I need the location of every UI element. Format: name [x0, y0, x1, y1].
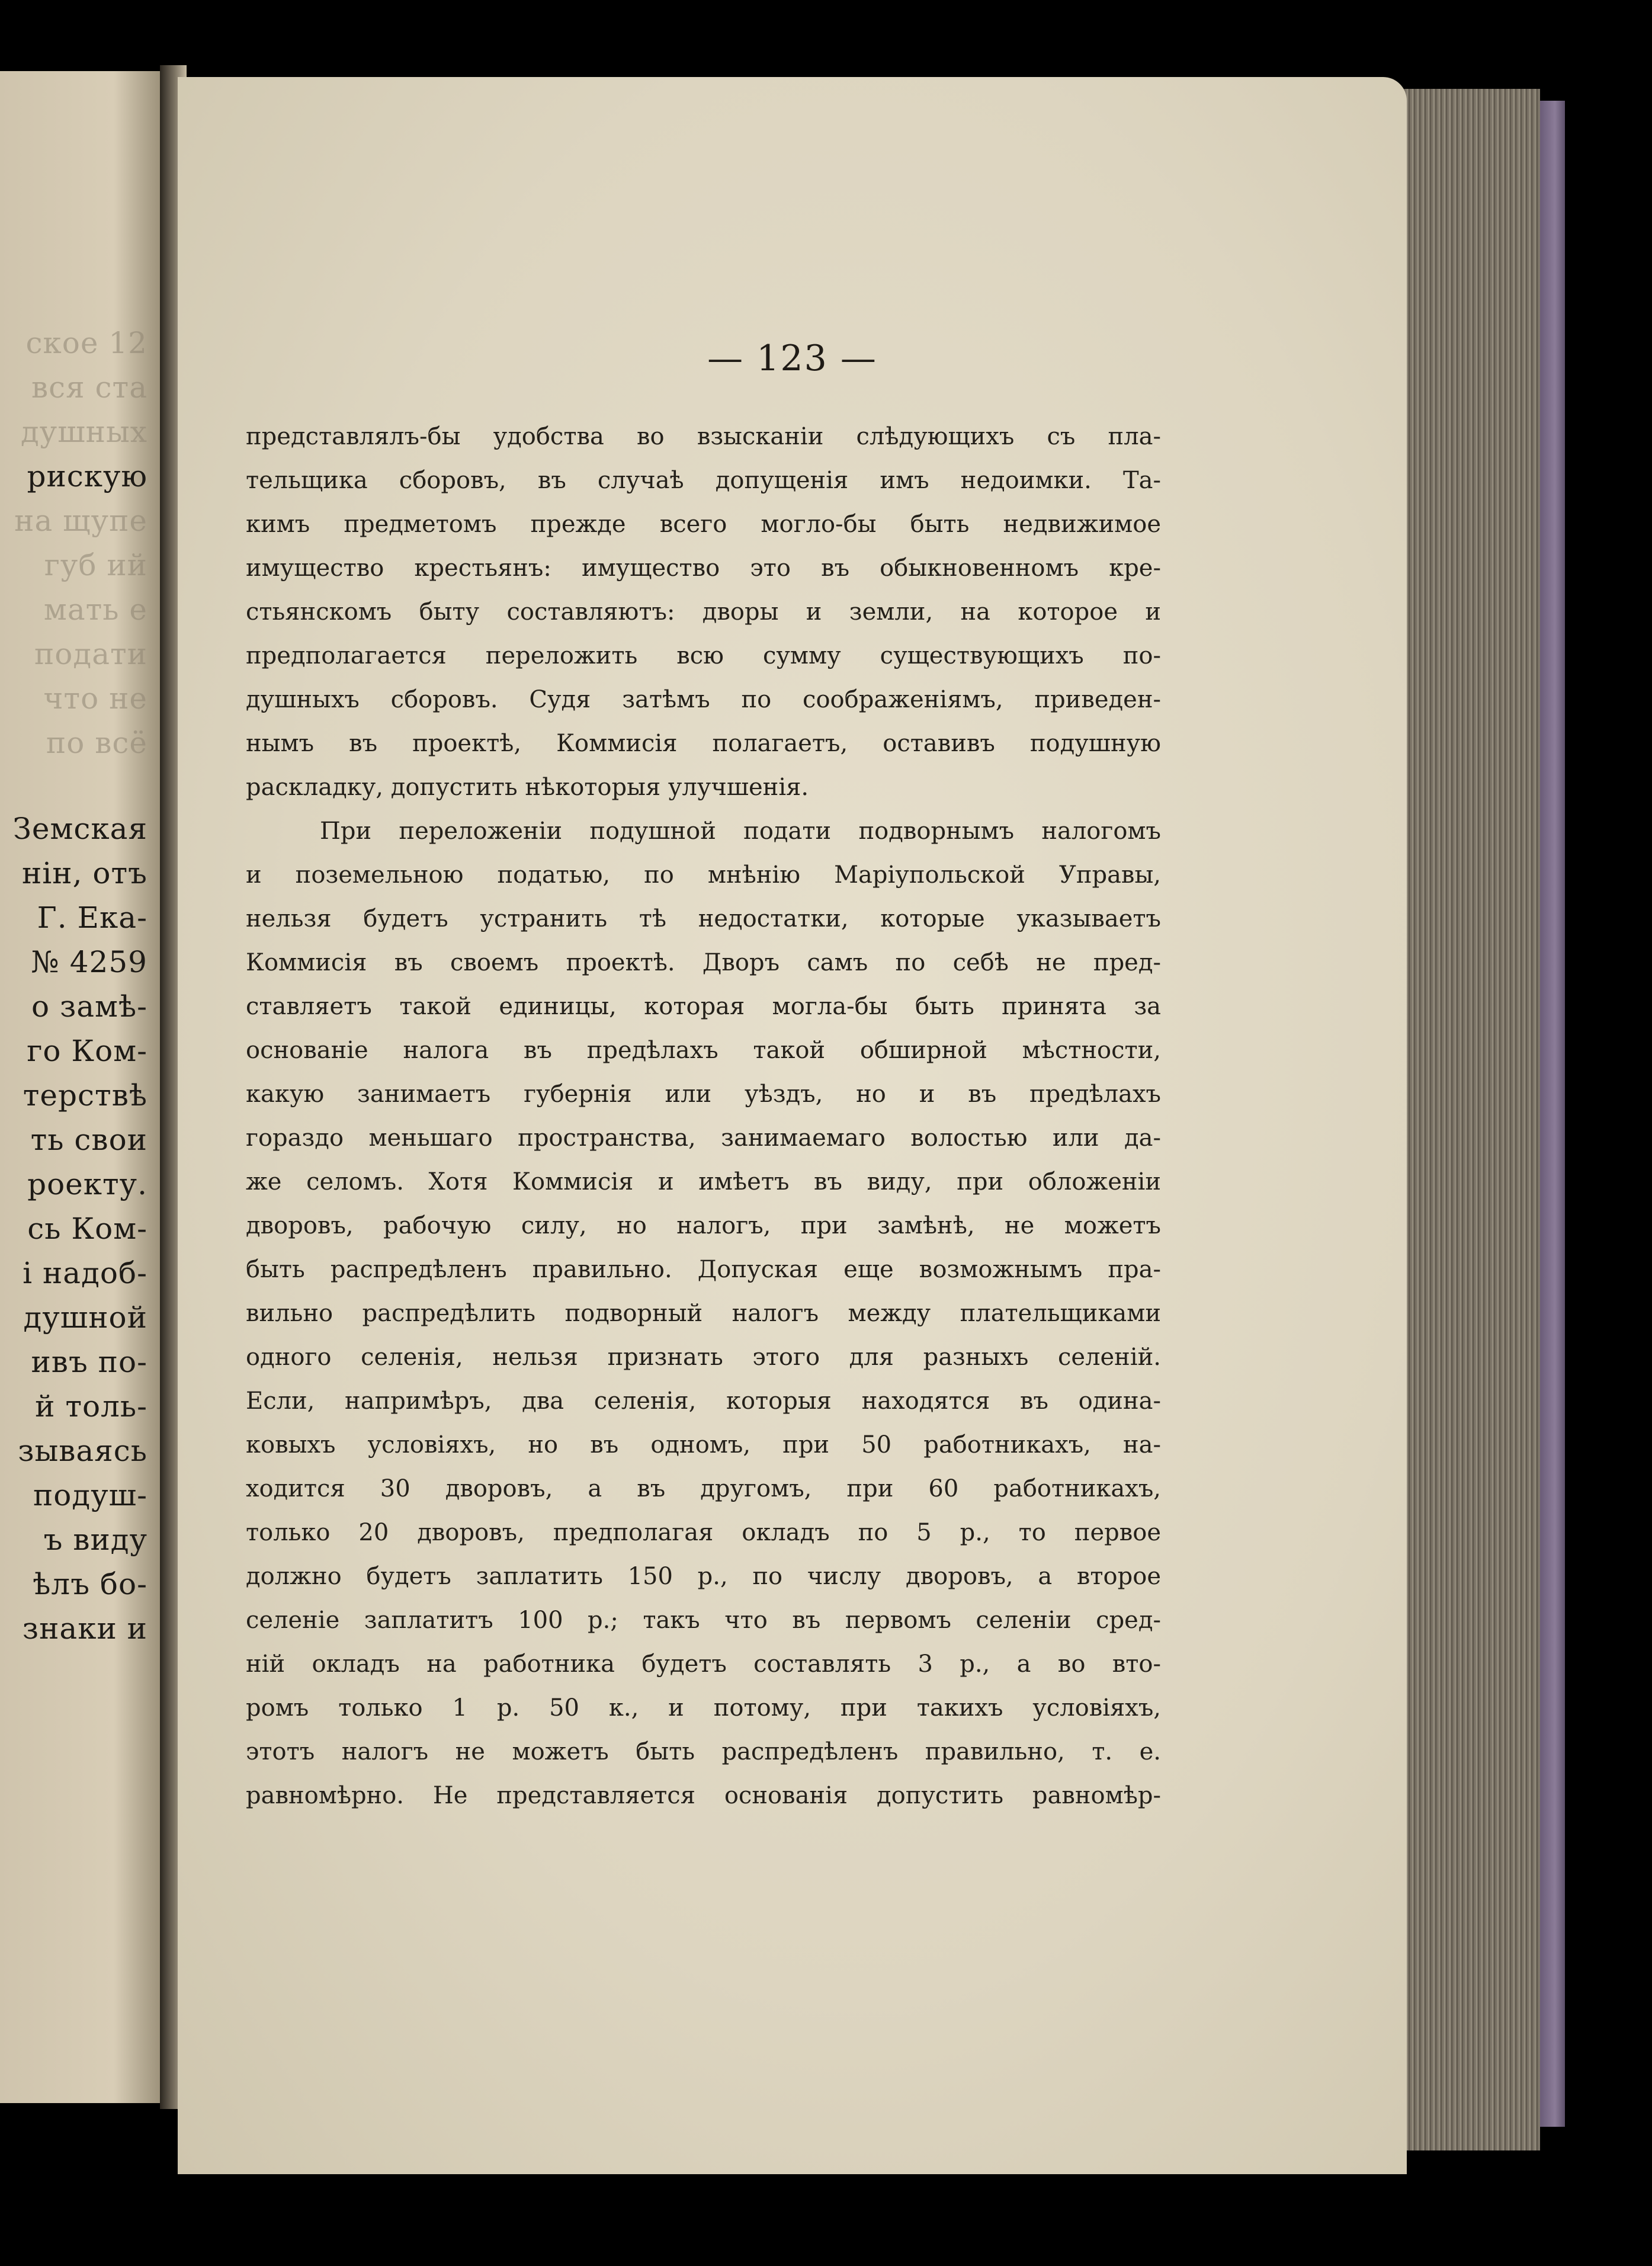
left-page-line: рискую — [27, 459, 147, 493]
text-line: должно будетъ заплатить 150 р., по числу дворовъ, а второе — [246, 1563, 1161, 1590]
text-line: Если, напримѣръ, два селенія, которыя находятся въ одина- — [246, 1387, 1161, 1415]
left-page-line: мать е — [43, 592, 147, 627]
text-line: имущество крестьянъ: имущество это въ обыкновенномъ кре- — [246, 555, 1161, 582]
left-page-line: ѣлъ бо- — [33, 1567, 147, 1601]
left-page-line: на щупе — [14, 504, 147, 538]
left-page-line: ъ виду — [43, 1523, 147, 1557]
text-line: представлялъ-бы удобства во взысканіи слѣдующихъ съ пла- — [246, 423, 1161, 450]
text-line: раскладку, допустить нѣкоторыя улучшенія. — [246, 774, 809, 801]
left-page-line: о замѣ- — [31, 989, 147, 1024]
text-line: одного селенія, нельзя признать этого для разныхъ селеній. — [246, 1344, 1161, 1371]
page-number: — 123 — — [707, 338, 877, 379]
left-page-line: вся ста — [31, 370, 147, 405]
right-page — [178, 77, 1407, 2174]
left-page-line: подуш- — [33, 1478, 147, 1512]
left-page-line: подати — [34, 637, 147, 671]
left-page-line: № 4259 — [31, 945, 147, 979]
left-page-line: го Ком- — [27, 1034, 147, 1068]
text-line: При переложеніи подушной подати подворнымъ налогомъ — [320, 818, 1161, 845]
text-line: кимъ предметомъ прежде всего могло-бы быть недвижимое — [246, 511, 1161, 538]
left-page-line: ское 12 — [25, 326, 147, 360]
left-page-line: нін, отъ — [21, 856, 147, 890]
text-line: тельщика сборовъ, въ случаѣ допущенія имъ недоимки. Та- — [246, 467, 1161, 494]
page-edges — [1395, 89, 1540, 2150]
text-line: селеніе заплатитъ 100 р.; такъ что въ первомъ селеніи сред- — [246, 1607, 1161, 1634]
left-page-line: душной — [23, 1300, 147, 1335]
text-line: ковыхъ условіяхъ, но въ одномъ, при 50 работникахъ, на- — [246, 1431, 1161, 1459]
left-facing-page — [0, 71, 163, 2103]
left-page-line: губ ий — [44, 548, 147, 582]
text-line: нельзя будетъ устранить тѣ недостатки, которые указываетъ — [246, 905, 1161, 932]
left-page-line: ивъ по- — [31, 1345, 147, 1379]
left-page-line: Г. Ека- — [37, 900, 147, 935]
text-line: стьянскомъ быту составляютъ: дворы и земли, на которое и — [246, 598, 1161, 626]
left-page-line: зываясь — [18, 1434, 147, 1468]
text-line: ній окладъ на работника будетъ составлять 3 р., а во вто- — [246, 1650, 1161, 1678]
left-page-line: знаки и — [22, 1611, 147, 1646]
left-page-line: ть свои — [30, 1123, 147, 1157]
left-page-line: й толь- — [35, 1389, 147, 1424]
left-page-line: сь Ком- — [27, 1211, 147, 1246]
text-line: душныхъ сборовъ. Судя затѣмъ по соображеніямъ, приведен- — [246, 686, 1161, 713]
text-line: ромъ только 1 р. 50 к., и потому, при такихъ условіяхъ, — [246, 1694, 1161, 1722]
text-line: предполагается переложить всю сумму существующихъ по- — [246, 642, 1161, 669]
text-line: и поземельною податью, по мнѣнію Маріупольской Управы, — [246, 861, 1161, 889]
left-page-line: Земская — [12, 812, 147, 846]
left-page-line: і надоб- — [23, 1256, 147, 1290]
text-line: быть распредѣленъ правильно. Допуская еще возможнымъ пра- — [246, 1256, 1161, 1283]
text-line: же селомъ. Хотя Коммисія и имѣетъ въ виду, при обложеніи — [246, 1168, 1161, 1196]
text-line: этотъ налогъ не можетъ быть распредѣленъ правильно, т. е. — [246, 1738, 1161, 1765]
left-page-line: по всё — [46, 726, 147, 760]
text-line: только 20 дворовъ, предполагая окладъ по 5 р., то первое — [246, 1519, 1161, 1546]
text-line: вильно распредѣлить подворный налогъ между плательщиками — [246, 1300, 1161, 1327]
text-line: гораздо меньшаго пространства, занимаемаго волостью или да- — [246, 1124, 1161, 1152]
text-line: равномѣрно. Не представляется основанія допустить равномѣр- — [246, 1782, 1161, 1809]
left-page-line: душных — [20, 415, 147, 449]
text-line: нымъ въ проектѣ, Коммисія полагаетъ, оставивъ подушную — [246, 730, 1161, 757]
left-page-line: терствѣ — [23, 1078, 147, 1113]
left-page-line: роекту. — [27, 1167, 147, 1201]
text-line: основаніе налога въ предѣлахъ такой обширной мѣстности, — [246, 1037, 1161, 1064]
text-line: дворовъ, рабочую силу, но налогъ, при замѣнѣ, не можетъ — [246, 1212, 1161, 1239]
text-line: Коммисія въ своемъ проектѣ. Дворъ самъ по себѣ не пред- — [246, 949, 1161, 976]
body-text — [246, 415, 1161, 1818]
text-line: ходится 30 дворовъ, а въ другомъ, при 60 работникахъ, — [246, 1475, 1161, 1502]
text-line: ставляетъ такой единицы, которая могла-бы быть принята за — [246, 993, 1161, 1020]
text-line: какую занимаетъ губернія или уѣздъ, но и въ предѣлахъ — [246, 1081, 1161, 1108]
cover-edge — [1540, 101, 1565, 2127]
left-page-line: что не — [43, 681, 147, 716]
